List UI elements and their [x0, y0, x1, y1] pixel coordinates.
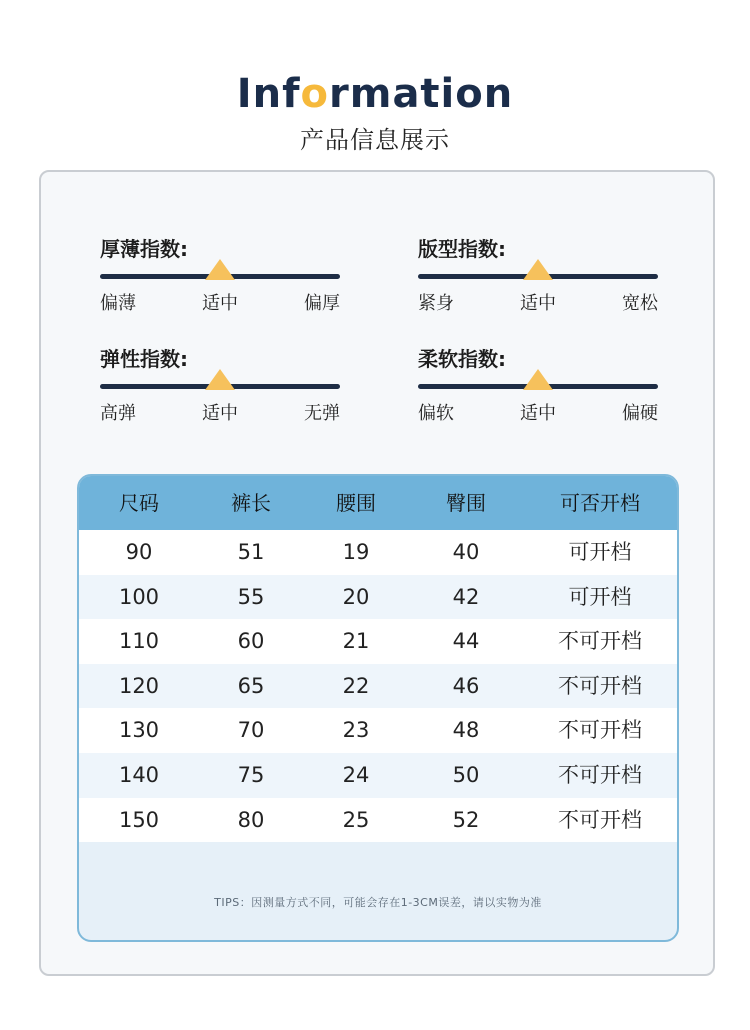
- title-chinese: 产品信息展示: [300, 126, 450, 154]
- index-title: 厚薄指数:: [100, 237, 188, 261]
- index-label-low: 偏软: [418, 403, 454, 424]
- cell-hip: 46: [452, 673, 480, 698]
- cell-waist: 25: [342, 807, 370, 832]
- index-label-high: 偏厚: [304, 293, 340, 314]
- index-label-mid: 适中: [202, 403, 238, 424]
- index-label-high: 宽松: [622, 293, 658, 314]
- index-fit: [418, 234, 658, 314]
- index-labels: [418, 399, 658, 425]
- header-hip: 臀围: [446, 491, 486, 515]
- header-length: 裤长: [231, 491, 271, 515]
- index-label-mid: 适中: [520, 403, 556, 424]
- header-size: 尺码: [119, 491, 159, 515]
- index-marker-icon: [523, 369, 553, 390]
- info-card: [39, 170, 715, 976]
- cell-crotch: 可开档: [568, 584, 632, 609]
- cell-hip: 42: [452, 584, 480, 609]
- cell-crotch: 不可开档: [558, 718, 642, 743]
- tips-note: TIPS：因测量方式不同，可能会存在1-3CM误差，请以实物为准: [214, 896, 542, 909]
- cell-size: 100: [118, 584, 160, 609]
- cell-length: 51: [237, 540, 265, 564]
- table-row: [79, 619, 677, 664]
- cell-length: 75: [237, 762, 265, 787]
- index-softness: [418, 344, 658, 424]
- index-marker-icon: [205, 369, 235, 390]
- index-title: 弹性指数:: [100, 347, 188, 371]
- cell-waist: 20: [342, 584, 370, 609]
- cell-size: 90: [125, 540, 153, 564]
- cell-crotch: 不可开档: [558, 762, 642, 787]
- cell-length: 55: [237, 584, 265, 609]
- table-body: [79, 530, 677, 842]
- cell-length: 65: [237, 673, 265, 698]
- table-row: [79, 575, 677, 620]
- cell-size: 130: [118, 718, 160, 743]
- index-elasticity: [100, 344, 340, 424]
- cell-waist: 21: [342, 629, 370, 654]
- cell-length: 70: [237, 718, 265, 743]
- cell-size: 140: [118, 762, 160, 787]
- cell-hip: 44: [452, 629, 480, 654]
- table-row: [79, 708, 677, 753]
- cell-waist: 23: [342, 718, 370, 743]
- index-label-high: 偏硬: [622, 403, 658, 424]
- index-label-mid: 适中: [202, 293, 238, 314]
- cell-length: 80: [237, 807, 265, 832]
- index-title: 柔软指数:: [418, 347, 506, 371]
- index-labels: [100, 399, 340, 425]
- cell-hip: 40: [452, 540, 480, 564]
- index-label-low: 偏薄: [100, 293, 136, 314]
- index-labels: [100, 289, 340, 315]
- cell-crotch: 不可开档: [558, 807, 642, 832]
- header-waist: 腰围: [336, 491, 376, 515]
- header: [0, 70, 750, 155]
- cell-waist: 19: [342, 540, 370, 564]
- cell-hip: 48: [452, 718, 480, 743]
- index-label-mid: 适中: [520, 293, 556, 314]
- cell-size: 110: [118, 629, 160, 654]
- table-header: [79, 476, 677, 530]
- cell-length: 60: [237, 629, 265, 654]
- size-table: [77, 474, 679, 942]
- index-label-high: 无弹: [304, 403, 340, 424]
- index-title: 版型指数:: [418, 237, 506, 261]
- table-row: [79, 664, 677, 709]
- cell-size: 120: [118, 673, 160, 698]
- cell-crotch: 可开档: [568, 540, 632, 564]
- index-label-low: 高弹: [100, 403, 136, 424]
- cell-crotch: 不可开档: [558, 673, 642, 698]
- index-thickness: [100, 234, 340, 314]
- header-crotch: 可否开档: [560, 491, 640, 515]
- table-row: [79, 798, 677, 843]
- index-label-low: 紧身: [418, 293, 454, 314]
- title-accent-letter: o: [300, 71, 330, 117]
- cell-hip: 50: [452, 762, 480, 787]
- cell-hip: 52: [452, 807, 480, 832]
- cell-crotch: 不可开档: [558, 629, 642, 654]
- index-labels: [418, 289, 658, 315]
- table-row: [79, 530, 677, 575]
- cell-waist: 22: [342, 673, 370, 698]
- table-row: [79, 753, 677, 798]
- index-marker-icon: [523, 259, 553, 280]
- index-marker-icon: [205, 259, 235, 280]
- cell-size: 150: [118, 807, 160, 832]
- cell-waist: 24: [342, 762, 370, 787]
- title-information: Information: [236, 71, 514, 117]
